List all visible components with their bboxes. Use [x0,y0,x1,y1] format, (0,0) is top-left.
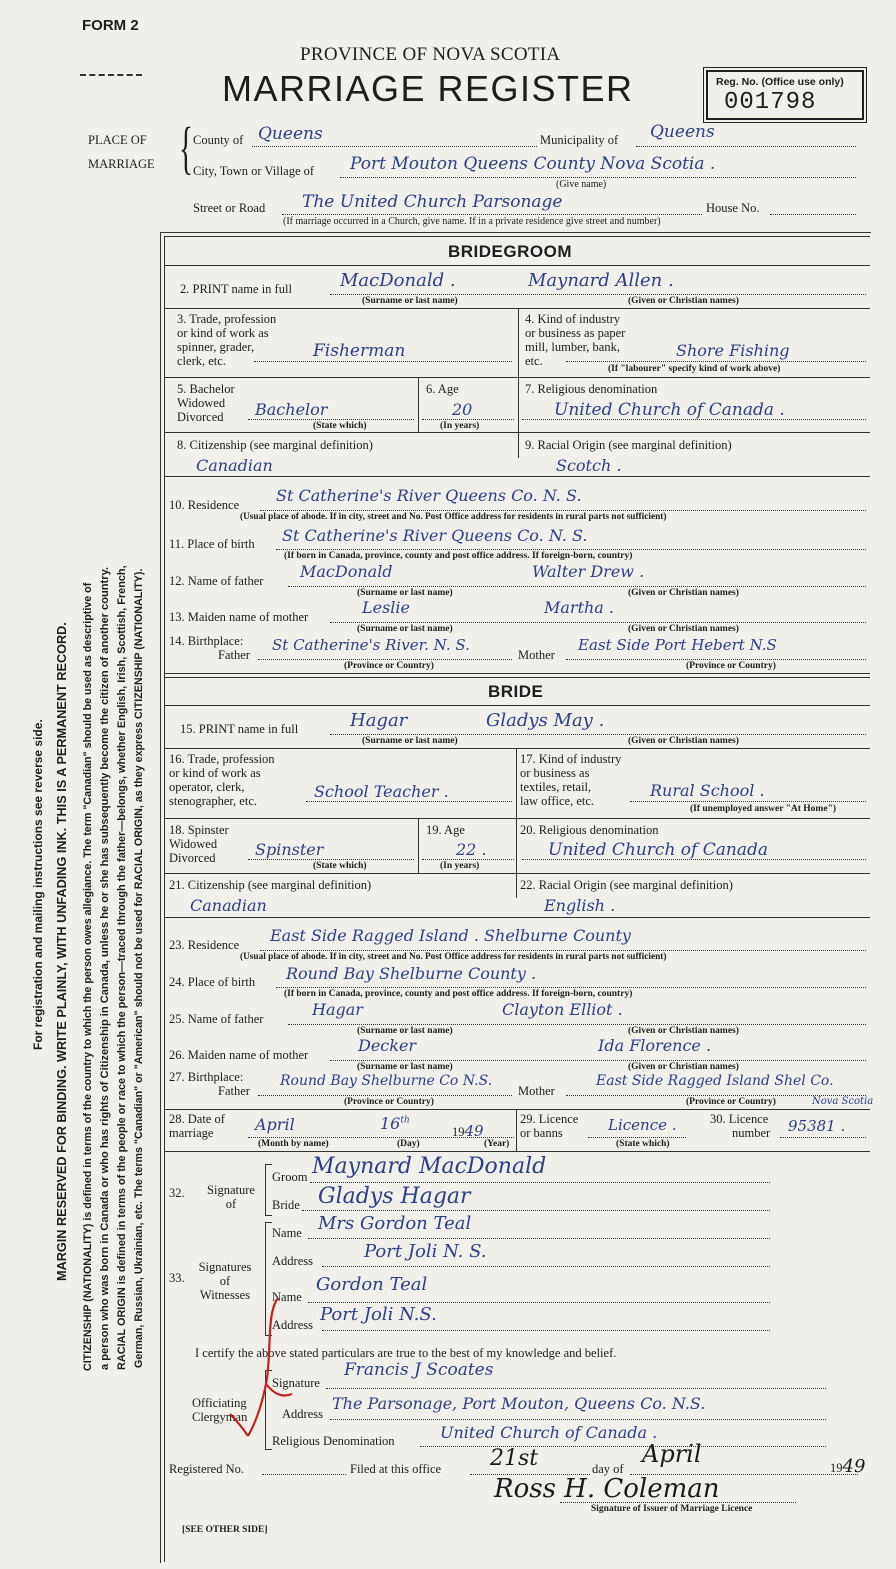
f27-father-label: Father [218,1084,250,1098]
f27-caption-mother: (Province or Country) [686,1097,776,1107]
bride-residence: East Side Ragged Island . Shelburne County [270,926,631,945]
f26-caption-surname: (Surname or last name) [357,1062,453,1072]
bride-industry: Rural School . [650,781,765,800]
f17-label: 17. Kind of industry or business as textiles, retail, law office, etc. [520,752,622,808]
margin-line-4: a person who was born in Canada or who has rights of Citizenship in Canada, unless he or she has subsequently become the citizen of another country. [99,567,111,1370]
f25-caption-given: (Given or Christian names) [628,1026,739,1036]
filed-month: April [642,1440,702,1468]
f14-mother-label: Mother [518,648,555,662]
f29-label: 29. Licence or banns [520,1112,579,1140]
f32-num: 32. [169,1186,185,1200]
certify-text: I certify the above stated particulars are true to the best of my knowledge and belief. [195,1346,617,1360]
f12-label: 12. Name of father [169,574,264,588]
f14-label: 14. Birthplace: [169,634,244,648]
place-label-2: MARRIAGE [88,157,155,171]
f12-caption-given: (Given or Christian names) [628,588,739,598]
bride-status: Spinster [255,840,324,859]
f30-label: 30. Licence number [710,1112,771,1140]
municipality-label: Municipality of [540,133,619,147]
groom-father-given: Walter Drew . [532,562,645,581]
groom-status: Bachelor [255,400,328,419]
bride-father-birthplace: Round Bay Shelburne Co N.S. [280,1073,493,1089]
w1-name-label: Name [272,1226,302,1240]
f14-caption-father: (Province or Country) [344,661,434,671]
w2-name-label: Name [272,1290,302,1304]
groom-origin: Scotch . [556,456,622,475]
f23-caption: (Usual place of abode. If in city, street and No. Post Office address for residents in rural parts not sufficient) [240,952,667,962]
f28-label: 28. Date of marriage [169,1112,225,1140]
f32-label: Signature of [207,1183,255,1211]
f19-label: 19. Age [426,823,465,837]
day-of-label: day of [592,1462,624,1476]
f5-caption: (State which) [313,421,367,431]
filed-day: 21st [490,1446,539,1471]
w1-address-label: Address [272,1254,313,1268]
f33-num: 33. [169,1271,185,1285]
page-title: MARRIAGE REGISTER [222,68,634,109]
marriage-year: 1949 [452,1122,484,1140]
f27-label: 27. Birthplace: [169,1070,244,1084]
f17-caption: (If unemployed answer "At Home") [690,804,837,814]
f11-label: 11. Place of birth [169,537,255,551]
f27-mother-label: Mother [518,1084,555,1098]
groom-citizenship: Canadian [196,456,273,475]
f11-caption: (If born in Canada, province, county and post office address. If foreign-born, country) [284,551,633,561]
see-other-side: [SEE OTHER SIDE] [182,1525,268,1535]
f28-caption-day: (Day) [397,1139,420,1149]
municipality-value: Queens [650,122,715,142]
f14-caption-mother: (Province or Country) [686,661,776,671]
clergy-denomination: United Church of Canada . [440,1423,658,1442]
w2-name: Gordon Teal [316,1274,428,1295]
f13-caption-given: (Given or Christian names) [628,624,739,634]
f10-label: 10. Residence [169,498,240,512]
clergy-address-label: Address [282,1407,323,1421]
f2-caption-given: (Given or Christian names) [628,296,739,306]
bride-surname: Hagar [350,710,408,731]
groom-residence: St Catherine's River Queens Co. N. S. [276,486,582,505]
f10-caption: (Usual place of abode. If in city, street and No. Post Office address for residents in rural parts not sufficient) [240,512,667,522]
w1-name: Mrs Gordon Teal [318,1213,472,1234]
f22-label: 22. Racial Origin (see marginal definition) [520,878,733,892]
place-label-1: PLACE OF [88,133,147,147]
registered-label: Registered No. [169,1462,244,1476]
bride-trade: School Teacher . [314,782,449,801]
groom-age: 20 [452,400,473,419]
f25-label: 25. Name of father [169,1012,264,1026]
city-caption: (Give name) [556,179,607,190]
f27-caption-father: (Province or Country) [344,1097,434,1107]
reg-no-value: 001798 [724,89,817,116]
bride-mother-birthplace-2: Nova Scotia [812,1096,874,1107]
issuer-signature: Ross H. Coleman [494,1474,720,1504]
f24-label: 24. Place of birth [169,975,256,989]
f2-caption-surname: (Surname or last name) [362,296,458,306]
reg-no-label: Reg. No. (Office use only) [716,76,844,88]
licence-number: 95381 . [788,1117,846,1135]
f16-label: 16. Trade, profession or kind of work as operator, clerk, stenographer, etc. [169,752,275,808]
bride-citizenship: Canadian [190,896,267,915]
bride-father-given: Clayton Elliot . [502,1000,623,1019]
bride-mother-surname: Decker [358,1036,417,1055]
f29-caption: (State which) [616,1139,670,1149]
reg-no-box [706,70,864,120]
f13-caption-surname: (Surname or last name) [357,624,453,634]
bride-heading: BRIDE [488,682,544,701]
signature-bracket [265,1164,272,1216]
f13-label: 13. Maiden name of mother [169,610,309,624]
w2-address: Port Joli N.S. [320,1304,437,1325]
street-caption: (If marriage occurred in a Church, give name. If in a private residence give street and number) [283,216,661,227]
bride-origin: English . [544,896,616,915]
f6-label: 6. Age [426,382,459,396]
groom-signature: Maynard MacDonald [312,1154,547,1179]
clergy-label: Officiating Clergyman [192,1396,248,1424]
bride-religion: United Church of Canada [548,840,768,860]
dash-mark [80,74,142,76]
f20-label: 20. Religious denomination [520,823,659,837]
filed-label: Filed at this office [350,1462,442,1476]
f8-label: 8. Citizenship (see marginal definition) [177,438,373,452]
form-number: FORM 2 [82,17,139,34]
f25-caption-surname: (Surname or last name) [357,1026,453,1036]
county-label: County of [193,133,244,147]
margin-line-2: MARGIN RESERVED FOR BINDING. WRITE PLAINLY, WITH UNFADING INK. THIS IS A PERMANENT RECORD. [55,622,69,1281]
groom-mother-given: Martha . [544,598,615,617]
bride-signature: Gladys Hagar [318,1184,471,1209]
margin-line-6: German, Russian, Ukrainian, etc. The terms "Canadian" or "American" should not be used for RACIAL ORIGIN, as they express CITIZENSHIP (NATIONALITY). [133,568,145,1368]
margin-line-3: CITIZENSHIP (NATIONALITY) is defined in terms of the country to which the person owes allegiance. The term "Canadian" should be used as descriptive of [82,582,94,1371]
f18-label: 18. Spinster Widowed Divorced [169,823,229,865]
county-value: Queens [258,124,323,144]
f6-caption: (In years) [440,421,480,431]
groom-religion: United Church of Canada . [554,400,785,420]
groom-birthplace: St Catherine's River Queens Co. N. S. [282,526,588,545]
red-check-mark [226,1294,296,1444]
w2-address-label: Address [272,1318,313,1332]
f14-father-label: Father [218,648,250,662]
filed-year: 1949 [830,1456,866,1477]
bride-age: 22 . [456,840,487,859]
f15-caption-surname: (Surname or last name) [362,736,458,746]
margin-line-1: For registration and mailing instructions see reverse side. [31,719,45,1050]
bride-given: Gladys May . [486,710,605,731]
f4-label: 4. Kind of industry or business as paper mill, lumber, bank, etc. [525,312,626,368]
clergy-signature-label: Signature [272,1376,320,1390]
f7-label: 7. Religious denomination [525,382,658,396]
bride-mother-birthplace: East Side Ragged Island Shel Co. [596,1073,834,1089]
bridegroom-heading: BRIDEGROOM [448,242,572,261]
f24-caption: (If born in Canada, province, county and post office address. If foreign-born, country) [284,989,633,999]
f33-label: Signatures of Witnesses [198,1260,252,1302]
clergy-address: The Parsonage, Port Mouton, Queens Co. N.S. [332,1394,706,1413]
f9-label: 9. Racial Origin (see marginal definition) [525,438,732,452]
city-value: Port Mouton Queens County Nova Scotia . [350,154,716,174]
f15-label: 15. PRINT name in full [180,722,299,736]
province-heading: PROVINCE OF NOVA SCOTIA [300,44,561,65]
f19-caption: (In years) [440,861,480,871]
marriage-month: April [255,1115,295,1134]
groom-industry: Shore Fishing [676,341,790,360]
groom-mother-birthplace: East Side Port Hebert N.S [578,636,777,654]
bride-birthplace: Round Bay Shelburne County . [286,964,537,983]
bride-sig-label: Bride [272,1198,300,1212]
f26-caption-given: (Given or Christian names) [628,1062,739,1072]
f21-label: 21. Citizenship (see marginal definition) [169,878,372,892]
bride-mother-given: Ida Florence . [598,1036,712,1055]
f18-caption: (State which) [313,861,367,871]
marriage-day: 16th [380,1114,410,1133]
groom-mother-surname: Leslie [362,598,411,617]
f4-caption: (If "labourer" specify kind of work above) [608,364,781,374]
groom-sig-label: Groom [272,1170,308,1184]
street-value: The United Church Parsonage [302,192,563,212]
f5-label: 5. Bachelor Widowed Divorced [177,382,235,424]
place-brace: { [178,115,193,180]
groom-trade: Fisherman [313,341,406,361]
denomination-label: Religious Denomination [272,1434,395,1448]
margin-line-5: RACIAL ORIGIN is defined in terms of the people or race to which the person—traced through the father—belongs, whether English, Irish, Scottish, French, [116,565,128,1370]
groom-surname: MacDonald . [340,270,456,291]
f15-caption-given: (Given or Christian names) [628,736,739,746]
groom-father-birthplace: St Catherine's River. N. S. [272,636,470,654]
f3-label: 3. Trade, profession or kind of work as spinner, grader, clerk, etc. [177,312,277,368]
licence-type: Licence . [608,1116,677,1134]
w1-address: Port Joli N. S. [364,1241,487,1262]
f28-caption-month: (Month by name) [258,1139,329,1149]
f12-caption-surname: (Surname or last name) [357,588,453,598]
f23-label: 23. Residence [169,938,240,952]
bride-father-surname: Hagar [312,1000,363,1019]
groom-given: Maynard Allen . [528,270,674,291]
f26-label: 26. Maiden name of mother [169,1048,309,1062]
f2-label: 2. PRINT name in full [180,282,292,296]
street-label: Street or Road [193,201,266,215]
issuer-caption: Signature of Issuer of Marriage Licence [591,1504,753,1514]
clergy-signature: Francis J Scoates [344,1360,494,1380]
f28-caption-year: (Year) [484,1139,510,1149]
groom-father-surname: MacDonald [300,562,393,581]
house-label: House No. [706,201,760,215]
city-label: City, Town or Village of [193,164,315,178]
